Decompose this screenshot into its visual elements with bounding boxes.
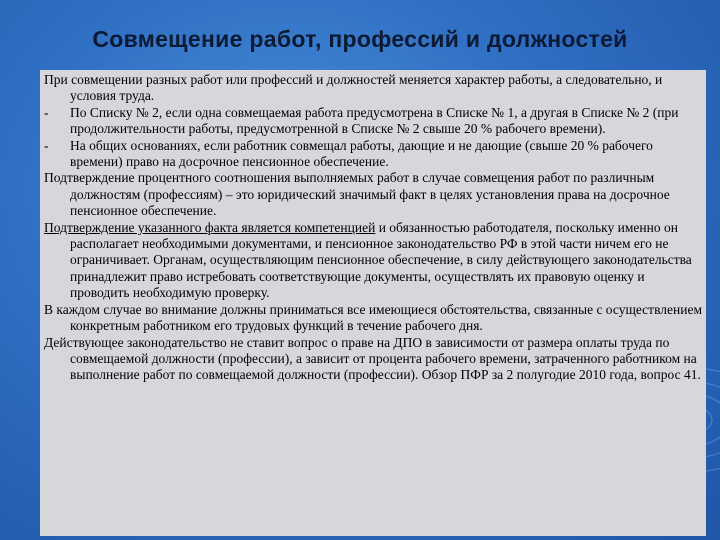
- list-item: [44, 105, 702, 138]
- list-item: [44, 138, 702, 171]
- dash-marker: -: [44, 104, 49, 120]
- slide-title: Совмещение работ, профессий и должностей: [92, 26, 628, 52]
- paragraph-circumstances: В каждом случае во внимание должны приниматься все имеющиеся обстоятельства, связанные с осуществлением конкретным работником его трудовых функций в течение рабочего дня.: [44, 301, 702, 334]
- paragraph-confirmation: Подтверждение процентного соотношения выполняемых работ в случае совмещения работ по различным должностям (профессиям) – это юридический значимый факт в целях установления права на досрочное пенсионное обеспечение.: [44, 170, 670, 219]
- list-item-text: На общих основаниях, если работник совмещал работы, дающие и не дающие (свыше 20 % рабочего времени) право на досрочное пенсионное обеспечение.: [70, 137, 653, 170]
- underlined-phrase: Подтверждение указанного факта является компетенцией: [44, 219, 376, 235]
- list-item-text: По Списку № 2, если одна совмещаемая работа предусмотрена в Списке № 1, а другая в Списке № 2 (при продолжительности работы, предусмотренной в Списке № 2 свыше 20 % рабочего времени).: [70, 104, 679, 137]
- content-panel: [40, 70, 706, 536]
- dash-marker: -: [44, 137, 49, 153]
- paragraph-text: и обязанностью работодателя, поскольку именно он располагает необходимыми документами, и пенсионное законодательство РФ в этой части ничем его не ограничивает. Органам, осуществляющим пенсионное обеспечение, в силу действующего законодательства принадлежит право истребовать соответствующие документы, осуществлять их правовую оценку и проводить необходимую проверку.: [70, 219, 692, 301]
- paragraph-intro: При совмещении разных работ или профессий и должностей меняется характер работы, а следовательно, и условия труда.: [44, 72, 663, 104]
- paragraph-legislation: Действующее законодательство не ставит вопрос о праве на ДПО в зависимости от размера оплаты труда по совмещаемой должности (профессии), а зависит от процента рабочего времени, затраченного работником на выполнение работ по совмещаемой должности (профессии). Обзор ПФР за 2 полугодие 2010 года, вопрос 41.: [44, 334, 701, 383]
- paragraph-employer-competence: [44, 220, 702, 302]
